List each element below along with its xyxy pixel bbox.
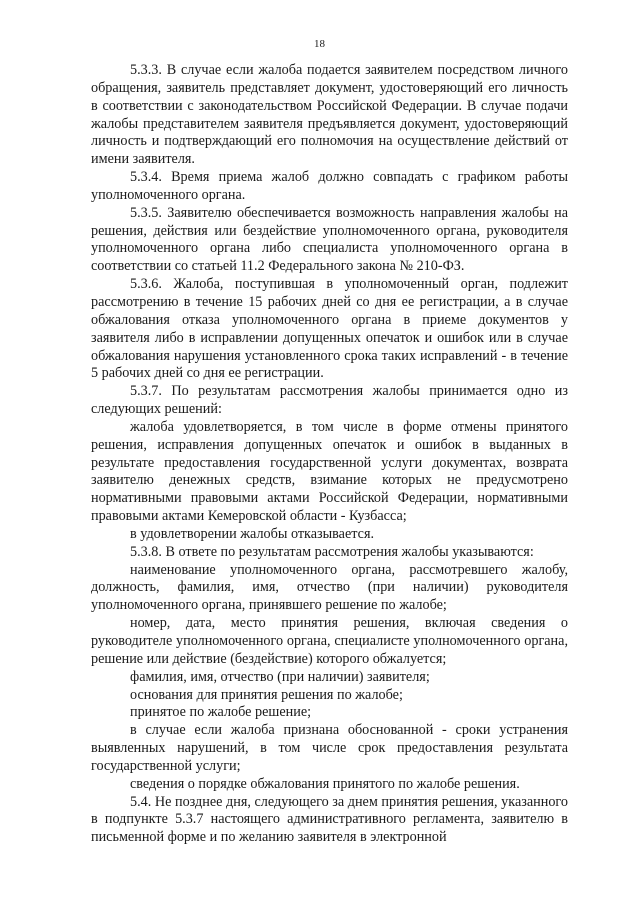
- paragraph-5-3-4: 5.3.4. Время приема жалоб должно совпадать с графиком работы уполномоченного органа.: [91, 169, 568, 203]
- paragraph-5-3-8: 5.3.8. В ответе по результатам рассмотрения жалобы указываются:: [130, 543, 534, 560]
- response-item-authority: наименование уполномоченного органа, рассмотревшего жалобу, должность, фамилия, имя, отчество (при наличии) руководителя уполномоченного органа, принявшего решение по жалобе;: [91, 561, 568, 614]
- response-item-decision: принятое по жалобе решение;: [130, 704, 312, 721]
- decision-satisfied: жалоба удовлетворяется, в том числе в форме отмены принятого решения, исправления допущенных опечаток и ошибок в выданных в результате предоставления государственной услуги документах, возврата заявителю денежных средств, взимание которых не предусмотрено нормативными правовыми актами Российской Федерации, нормативными правовыми актами Кемеровской области - Кузбасса;: [91, 418, 568, 525]
- decision-refused: в удовлетворении жалобы отказывается.: [130, 525, 375, 542]
- response-item-applicant-name: фамилия, имя, отчество (при наличии) заявителя;: [130, 668, 430, 685]
- response-item-appeal-procedure: сведения о порядке обжалования принятого по жалобе решения.: [130, 775, 520, 792]
- paragraph-5-3-5: 5.3.5. Заявителю обеспечивается возможность направления жалобы на решения, действия или бездействие уполномоченного органа, руководителя уполномоченного органа либо специалиста уполномоченного органа в соответствии со статьей 11.2 Федерального закона № 210-ФЗ.: [91, 204, 568, 275]
- response-item-grounds: основания для принятия решения по жалобе;: [130, 686, 403, 703]
- response-item-decision-details: номер, дата, место принятия решения, включая сведения о руководителе уполномоченного органа, специалисте уполномоченного органа, решение или действие (бездействие) которого обжалуется;: [91, 615, 568, 667]
- paragraph-5-4: 5.4. Не позднее дня, следующего за днем принятия решения, указанного в подпункте 5.3.7 настоящего административного регламента, заявителю в письменной форме и по желанию заявителя в электронной: [91, 793, 568, 846]
- paragraph-5-3-7: 5.3.7. По результатам рассмотрения жалобы принимается одно из следующих решений:: [91, 383, 568, 418]
- document-body: [91, 62, 568, 847]
- paragraph-5-3-6: 5.3.6. Жалоба, поступившая в уполномоченный орган, подлежит рассмотрению в течение 15 рабочих дней со дня ее регистрации, а в случае обжалования отказа уполномоченного органа в приеме документов у заявителя либо в исправлении допущенных опечаток и ошибок или в случае обжалования нарушения установленного срока таких исправлений - в течение 5 рабочих дней со дня ее регистрации.: [91, 276, 568, 382]
- paragraph-5-3-3: 5.3.3. В случае если жалоба подается заявителем посредством личного обращения, заявитель представляет документ, удостоверяющий его личность в соответствии с законодательством Российской Федерации. В случае подачи жалобы представителем заявителя предъявляется документ, удостоверяющий личность и подтверждающий его полномочия на осуществление действий от имени заявителя.: [91, 62, 568, 168]
- page-number: 18: [314, 38, 325, 50]
- response-item-remedy-terms: в случае если жалоба признана обоснованной - сроки устранения выявленных нарушений, в том числе срок предоставления результата государственной услуги;: [91, 722, 568, 774]
